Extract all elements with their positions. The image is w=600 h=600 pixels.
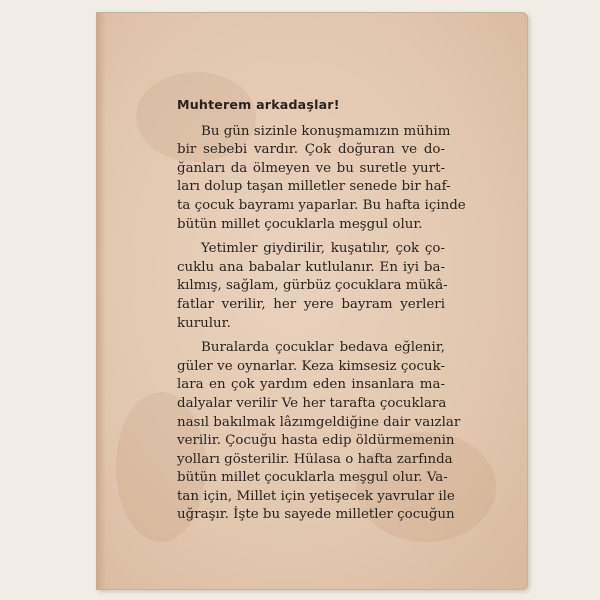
- text-line: uğraşır. İşte bu sayede milletler çocuğun: [177, 507, 455, 523]
- page-text: [177, 96, 466, 531]
- paragraph-3: [177, 339, 461, 525]
- text-line: tan için, Millet için yetişecek yavrular ile: [177, 488, 455, 504]
- text-line: verilir. Çocuğu hasta edip öldürmemenin: [177, 433, 455, 449]
- page-heading: Muhterem arkadaşlar!: [177, 97, 340, 112]
- text-line: lara en çok yardım eden insanlara ma-: [177, 377, 445, 393]
- text-line: nasıl bakılmak lâzımgeldiğine dair vaızlar: [177, 414, 461, 430]
- text-line: ta çocuk bayramı yaparlar. Bu hafta içinde: [177, 197, 466, 213]
- paragraph-2: [177, 240, 448, 333]
- text-line: kurulur.: [177, 315, 231, 331]
- text-line: cuklu ana babalar kutlulanır. En iyi ba-: [177, 259, 445, 275]
- text-line: Bu gün sizinle konuşmamızın mühim: [201, 123, 451, 139]
- text-line: ları dolup taşan milletler senede bir haf-: [177, 179, 451, 195]
- text-line: Buralarda çocuklar bedava eğlenir,: [201, 340, 445, 356]
- text-line: dalyalar verilir Ve her tarafta çocuklara: [177, 395, 447, 411]
- paragraph-1: [177, 123, 466, 235]
- text-line: bütün millet çocuklarla meşgul olur. Va-: [177, 470, 448, 486]
- text-line: Yetimler giydirilir, kuşatılır, çok ço-: [201, 241, 445, 257]
- text-line: bir sebebi vardır. Çok doğuran ve do-: [177, 142, 445, 158]
- text-line: bütün millet çocuklarla meşgul olur.: [177, 216, 423, 232]
- text-line: kılmış, sağlam, gürbüz çocuklara mükâ-: [177, 278, 448, 294]
- text-line: güler ve oynarlar. Keza kimsesiz çocuk-: [177, 358, 445, 374]
- text-line: ğanları da ölmeyen ve bu suretle yurt-: [177, 160, 445, 176]
- text-line: yolları gösterilir. Hülasa o hafta zarfında: [177, 451, 453, 467]
- text-line: fatlar verilir, her yere bayram yerleri: [177, 296, 445, 312]
